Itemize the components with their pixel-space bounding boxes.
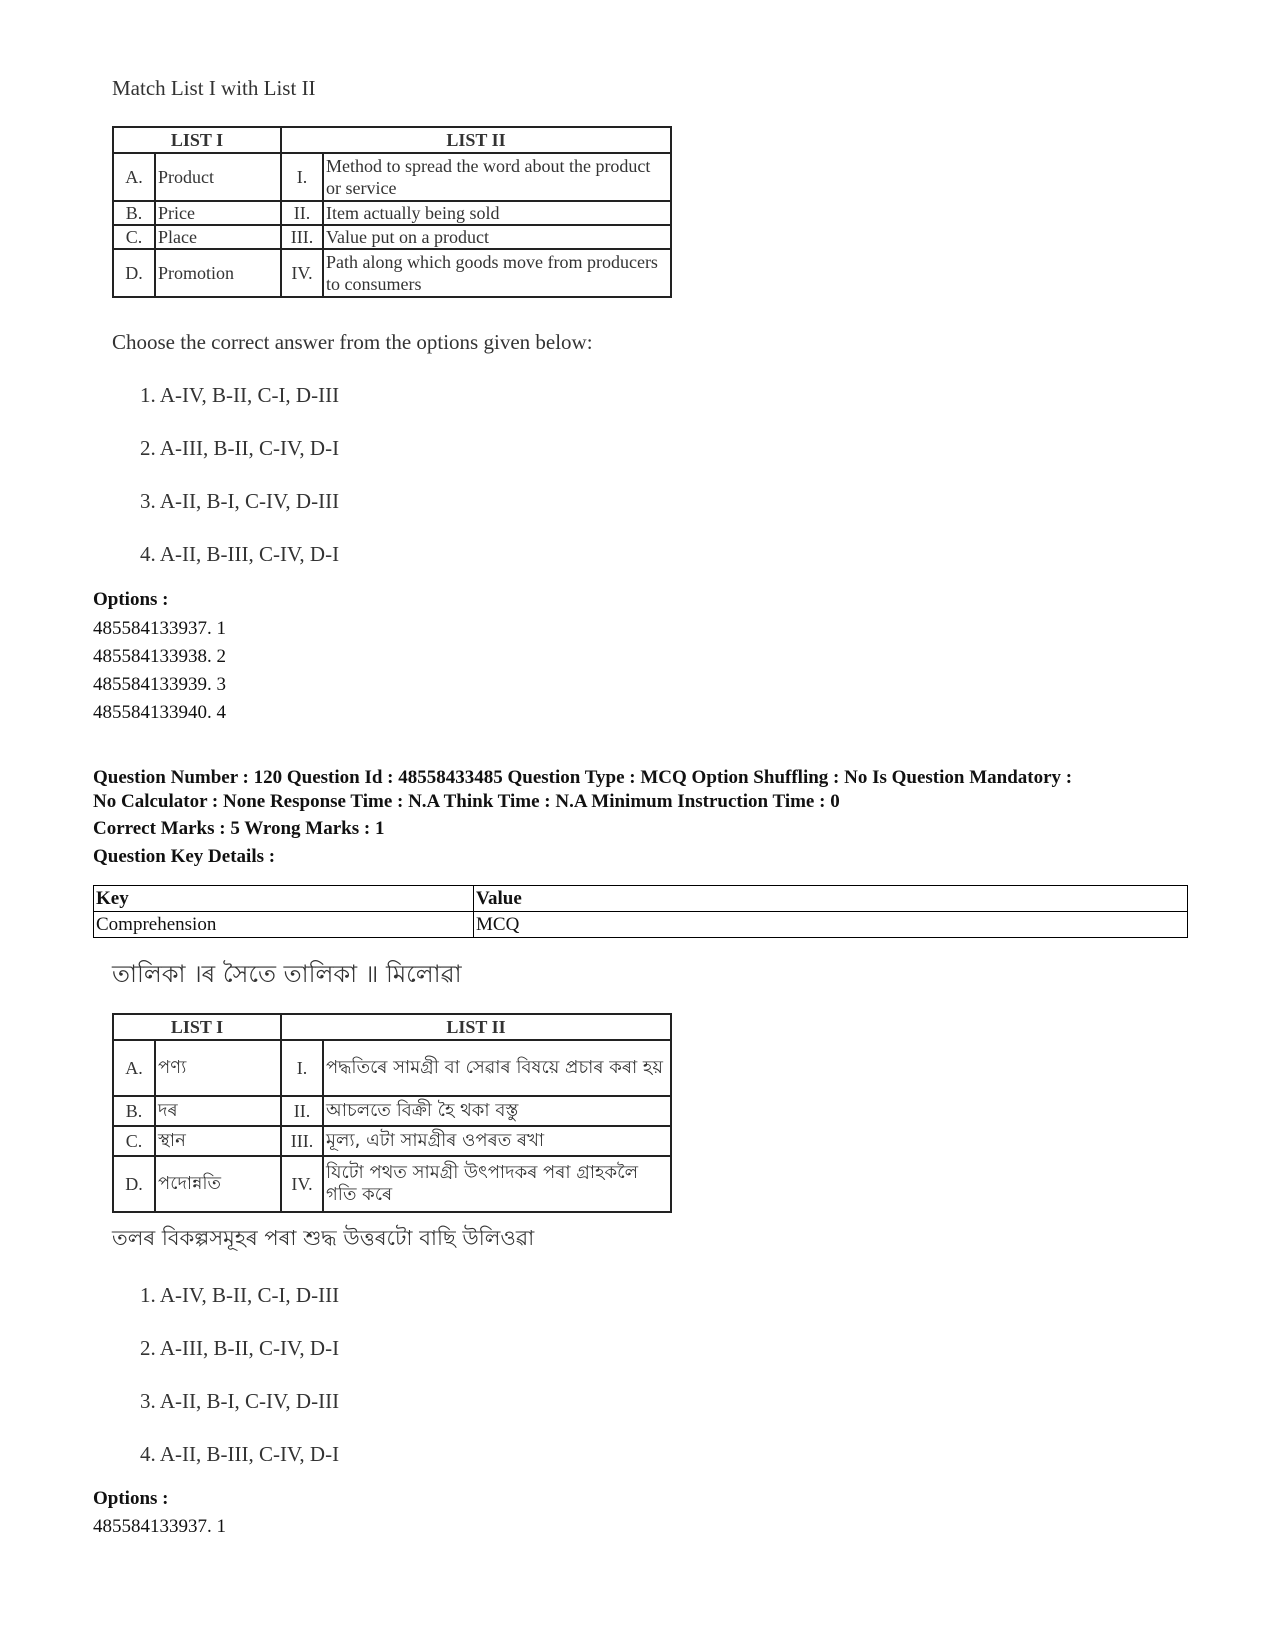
value-cell: MCQ (474, 912, 1188, 938)
row-description: Path along which goods move from producers to consumers (323, 249, 671, 297)
row-letter: A. (113, 153, 155, 201)
row-numeral: IV. (281, 1156, 323, 1212)
row-description: Item actually being sold (323, 201, 671, 225)
match-table (112, 1013, 672, 1213)
row-description: পদ্ধতিৰে সামগ্ৰী বা সেৱাৰ বিষয়ে প্ৰচাৰ কৰা হয় (323, 1040, 671, 1096)
question-meta-line: Question Number : 120 Question Id : 48558433485 Question Type : MCQ Option Shuffling : No Is Question Mandatory : (93, 767, 1073, 788)
key-cell: Comprehension (94, 912, 474, 938)
row-description: আচলতে বিক্ৰী হৈ থকা বস্তু (323, 1096, 671, 1126)
row-letter: D. (113, 1156, 155, 1212)
option-id: 485584133938. 2 (93, 646, 226, 667)
instruction-text: Choose the correct answer from the options given below: (112, 330, 593, 354)
answer-choice: 1. A-IV, B-II, C-I, D-III (140, 383, 340, 407)
key-details-label: Question Key Details : (93, 846, 276, 867)
row-item: দৰ (155, 1096, 281, 1126)
answer-choice: 3. A-II, B-I, C-IV, D-III (140, 489, 340, 513)
row-letter: B. (113, 1096, 155, 1126)
key-details-table (93, 885, 1188, 938)
row-numeral: II. (281, 201, 323, 225)
question-meta (93, 766, 1193, 814)
row-item: Promotion (155, 249, 281, 297)
option-id: 485584133937. 1 (93, 1516, 226, 1537)
answer-choice: 4. A-II, B-III, C-IV, D-I (140, 1442, 340, 1466)
row-numeral: I. (281, 153, 323, 201)
key-header: Key (94, 886, 474, 912)
row-item: পণ্য (155, 1040, 281, 1096)
list-2-header: LIST II (281, 1014, 671, 1040)
row-item: Product (155, 153, 281, 201)
row-numeral: II. (281, 1096, 323, 1126)
row-item: Price (155, 201, 281, 225)
options-label: Options : (93, 589, 169, 610)
options-label: Options : (93, 1488, 169, 1509)
row-letter: B. (113, 201, 155, 225)
row-item: স্থান (155, 1126, 281, 1156)
row-description: যিটো পথত সামগ্ৰী উৎপাদকৰ পৰা গ্ৰাহকলৈ গতি কৰে (323, 1156, 671, 1212)
answer-choice: 2. A-III, B-II, C-IV, D-I (140, 1336, 340, 1360)
answer-choice: 2. A-III, B-II, C-IV, D-I (140, 436, 340, 460)
row-numeral: I. (281, 1040, 323, 1096)
list-2-header: LIST II (281, 127, 671, 153)
question-meta-line: No Calculator : None Response Time : N.A Think Time : N.A Minimum Instruction Time : 0 (93, 791, 840, 812)
option-id: 485584133940. 4 (93, 702, 226, 723)
row-description: মূল্য, এটা সামগ্ৰীৰ ওপৰত ৰখা (323, 1126, 671, 1156)
option-id: 485584133939. 3 (93, 674, 226, 695)
list-1-header: LIST I (113, 1014, 281, 1040)
instruction-text: তলৰ বিকল্পসমূহৰ পৰা শুদ্ধ উত্তৰটো বাছি উলিওৱা (112, 1226, 535, 1250)
row-letter: A. (113, 1040, 155, 1096)
answer-choice: 3. A-II, B-I, C-IV, D-III (140, 1389, 340, 1413)
option-id: 485584133937. 1 (93, 618, 226, 639)
value-header: Value (474, 886, 1188, 912)
question-heading: Match List I with List II (112, 76, 316, 100)
row-numeral: III. (281, 225, 323, 249)
marks-line: Correct Marks : 5 Wrong Marks : 1 (93, 818, 385, 839)
row-item: Place (155, 225, 281, 249)
row-numeral: IV. (281, 249, 323, 297)
list-1-header: LIST I (113, 127, 281, 153)
answer-choice: 1. A-IV, B-II, C-I, D-III (140, 1283, 340, 1307)
row-letter: D. (113, 249, 155, 297)
row-letter: C. (113, 225, 155, 249)
row-letter: C. (113, 1126, 155, 1156)
row-description: Value put on a product (323, 225, 671, 249)
question-heading: তালিকা ।ৰ সৈতে তালিকা ॥ মিলোৱা (112, 960, 462, 988)
answer-choice: 4. A-II, B-III, C-IV, D-I (140, 542, 340, 566)
row-item: পদোন্নতি (155, 1156, 281, 1212)
row-numeral: III. (281, 1126, 323, 1156)
match-table (112, 126, 672, 298)
row-description: Method to spread the word about the product or service (323, 153, 671, 201)
